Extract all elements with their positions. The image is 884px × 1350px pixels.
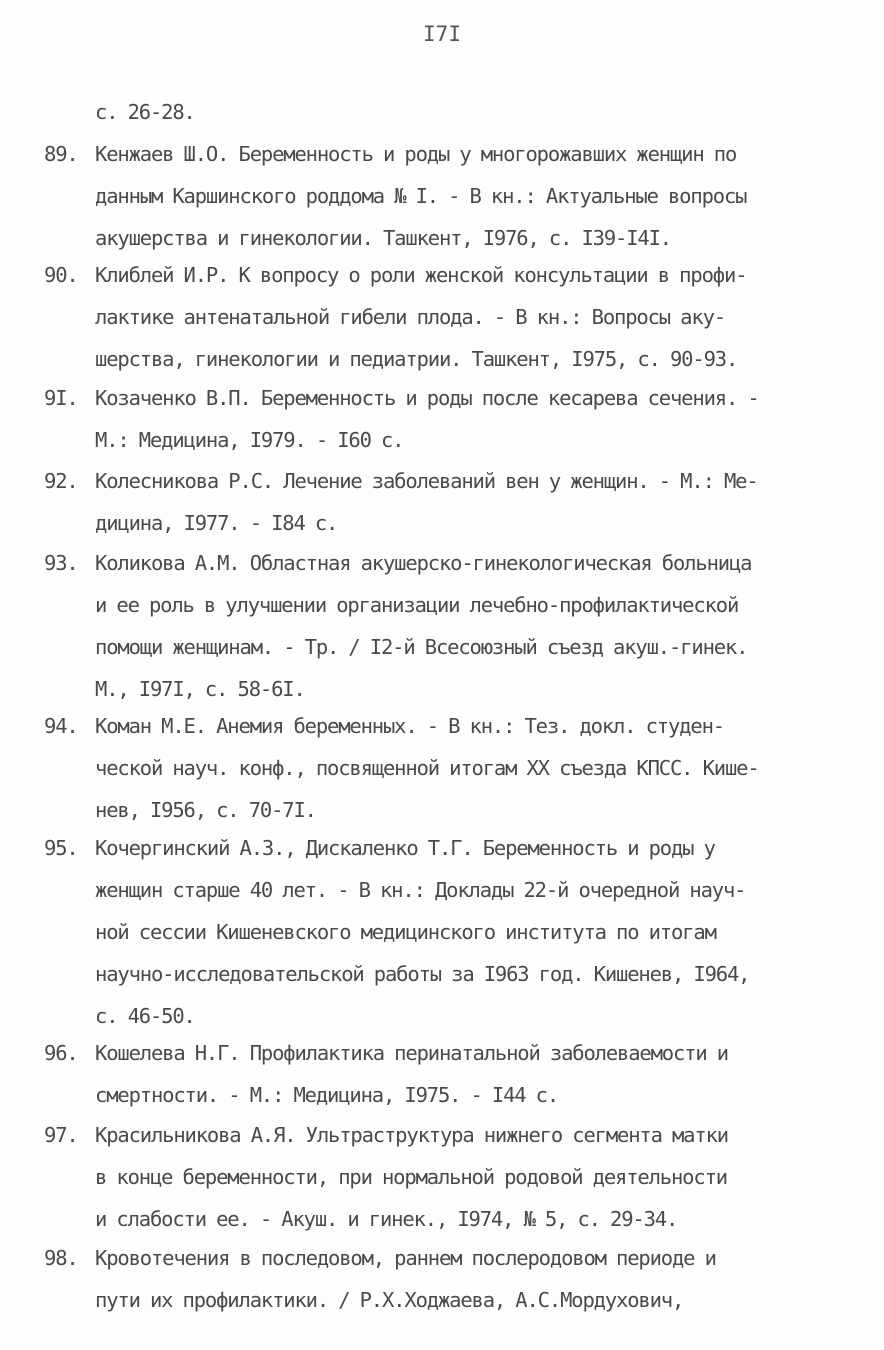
entry-line: Колесникова Р.С. Лечение заболеваний вен у женщин. - М.: Ме- bbox=[95, 469, 758, 493]
entry-line: помощи женщинам. - Тр. / I2-й Всесоюзный съезд акуш.-гинек. bbox=[95, 635, 748, 659]
entry-line: акушерства и гинекологии. Ташкент, I976, с. I39-I4I. bbox=[95, 226, 671, 250]
entry-line: женщин старше 40 лет. - В кн.: Доклады 22-й очередной науч- bbox=[95, 878, 746, 902]
entry-number: 95. bbox=[44, 836, 78, 860]
entry-line: научно-исследовательской работы за I963 год. Кишенев, I964, bbox=[95, 962, 750, 986]
entry-number: 89. bbox=[44, 142, 78, 166]
entry-line: Козаченко В.П. Беременность и роды после кесарева сечения. - bbox=[95, 386, 759, 410]
entry-line: нев, I956, с. 70-7I. bbox=[95, 798, 316, 822]
entry-number: 97. bbox=[44, 1123, 78, 1147]
entry-number: 96. bbox=[44, 1041, 78, 1065]
entry-line: и ее роль в улучшении организации лечебно-профилактической bbox=[95, 593, 739, 617]
entry-line: Коман М.Е. Анемия беременных. - В кн.: Тез. докл. студен- bbox=[95, 714, 724, 738]
entry-line: Клиблей И.Р. К вопросу о роли женской консультации в профи- bbox=[95, 263, 747, 287]
entry-line: ной сессии Кишеневского медицинского института по итогам bbox=[95, 920, 716, 944]
entry-line: Кочергинский А.З., Дискаленко Т.Г. Беременность и роды у bbox=[95, 836, 715, 860]
entry-number: 93. bbox=[44, 551, 78, 575]
entry-number: 94. bbox=[44, 714, 78, 738]
entry-line: смертности. - М.: Медицина, I975. - I44 с. bbox=[95, 1083, 559, 1107]
entry-number: 9I. bbox=[44, 386, 78, 410]
entry-line: ческой науч. конф., посвященной итогам XX съезда КПСС. Кише- bbox=[95, 756, 759, 780]
entry-number: 90. bbox=[44, 263, 78, 287]
entry-line: в конце беременности, при нормальной родовой деятельности bbox=[95, 1165, 727, 1189]
page-number: I7I bbox=[423, 22, 461, 46]
entry-line: с. 46-50. bbox=[95, 1004, 195, 1028]
entry-line: Кровотечения в последовом, раннем послеродовом периоде и bbox=[95, 1246, 716, 1270]
entry-line: Кенжаев Ш.О. Беременность и роды у многорожавших женщин по bbox=[95, 142, 737, 166]
entry-line: лактике антенатальной гибели плода. - В кн.: Вопросы аку- bbox=[95, 305, 725, 329]
entry-line: и слабости ее. - Акуш. и гинек., I974, № 5, с. 29-34. bbox=[95, 1207, 678, 1231]
entry-line: М., I97I, с. 58-6I. bbox=[95, 677, 305, 701]
entry-line: дицина, I977. - I84 с. bbox=[95, 511, 338, 535]
entry-line: Коликова А.М. Областная акушерско-гинекологическая больница bbox=[95, 551, 752, 575]
continuation-line: с. 26-28. bbox=[95, 100, 195, 124]
entry-number: 98. bbox=[44, 1246, 78, 1270]
entry-line: шерства, гинекологии и педиатрии. Ташкент, I975, с. 90-93. bbox=[95, 347, 738, 371]
entry-number: 92. bbox=[44, 469, 78, 493]
entry-line: Кошелева Н.Г. Профилактика перинатальной заболеваемости и bbox=[95, 1041, 728, 1065]
entry-line: Красильникова А.Я. Ультраструктура нижнего сегмента матки bbox=[95, 1123, 728, 1147]
entry-line: данным Каршинского роддома № I. - В кн.: Актуальные вопросы bbox=[95, 184, 747, 208]
entry-line: пути их профилактики. / Р.Х.Ходжаева, А.С.Мордухович, bbox=[95, 1288, 684, 1312]
entry-line: М.: Медицина, I979. - I60 с. bbox=[95, 428, 404, 452]
